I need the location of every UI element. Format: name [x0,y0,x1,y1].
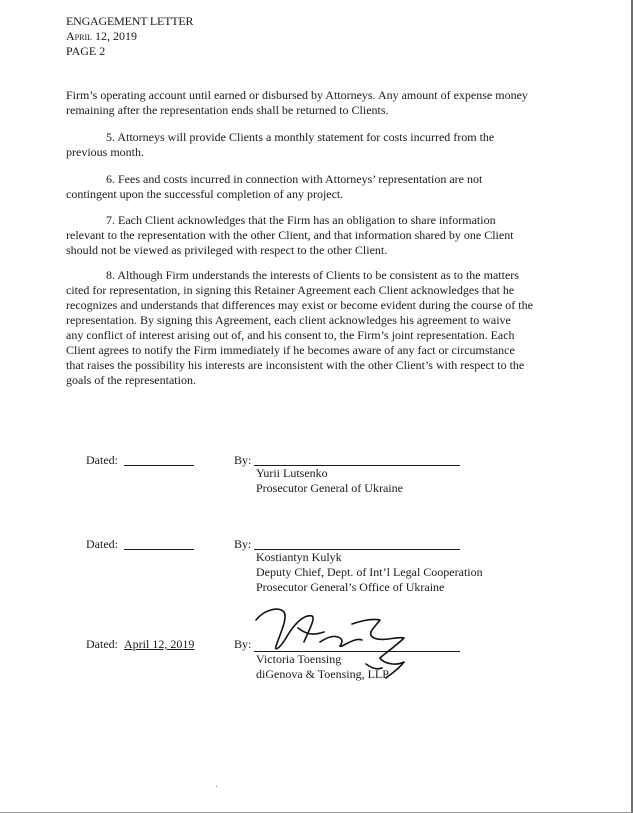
paragraph-line: that raises the possibility his interests are inconsistent with the other Client’s with respect to the [66,358,525,372]
paragraph-line: 5. Attorneys will provide Clients a monthly statement for costs incurred from the [106,130,495,144]
paragraph-line: previous month. [66,145,144,159]
by-label: By: [234,537,252,551]
handwritten-signature [254,598,424,688]
paragraph-line: Client agrees to notify the Firm immediately if he becomes aware of any fact or circumstance [66,343,515,357]
paragraph-8 [66,268,566,388]
paragraph-line: 8. Although Firm understands the interests of Clients to be consistent as to the matters [106,268,519,282]
paragraph-7 [66,213,566,258]
paragraph-5 [66,130,566,160]
dated-label: Dated: [86,637,118,651]
signatory-details [256,466,403,496]
paragraph-6 [66,172,566,202]
dated-label: Dated: [86,537,118,551]
signatory-details [256,550,483,595]
signatory-name: Kostiantyn Kulyk [256,550,342,564]
header-page-number: PAGE 2 [66,44,106,58]
paragraph-line: recognizes and understands that differences may exist or become evident during the course of the [66,298,533,312]
paragraph-continuation [66,88,566,118]
signatory-office: Prosecutor General’s Office of Ukraine [256,580,445,594]
by-label: By: [234,453,252,467]
scan-speck [216,786,217,787]
paragraph-line: any conflict of interest arising out of, and his consent to, the Firm’s joint representation. Each [66,328,515,342]
paragraph-line: contingent upon the successful completion of any project. [66,187,344,201]
signatory-name: Victoria Toensing [256,652,342,666]
paragraph-line: should not be viewed as privileged with respect to the other Client. [66,243,388,257]
paragraph-line: Firm’s operating account until earned or disbursed by Attorneys. Any amount of expense money [66,88,528,102]
paragraph-line: 7. Each Client acknowledges that the Firm has an obligation to share information [106,213,496,227]
paragraph-line: goals of the representation. [66,373,196,387]
signatory-firm: diGenova & Toensing, LLP [256,667,389,681]
signatory-title: Prosecutor General of Ukraine [256,481,403,495]
paragraph-line: remaining after the representation ends shall be returned to Clients. [66,103,389,117]
date-blank-line [124,465,194,466]
header-title: ENGAGEMENT LETTER [66,14,194,28]
signed-date: April 12, 2019 [124,637,195,651]
paragraph-line: representation. By signing this Agreement, each client acknowledges his agreement to waive [66,313,511,327]
paragraph-line: 6. Fees and costs incurred in connection with Attorneys’ representation are not [106,172,483,186]
paragraph-line: relevant to the representation with the other Client, and that information shared by one Client [66,228,514,242]
dated-label: Dated: [86,453,118,467]
signatory-name: Yurii Lutsenko [256,466,328,480]
paragraph-line: cited for representation, in signing this Retainer Agreement each Client acknowledges that he [66,283,515,297]
date-blank-line [124,549,194,550]
signatory-title: Deputy Chief, Dept. of Int’l Legal Cooperation [256,565,483,579]
by-label: By: [234,637,252,651]
header-date: April 12, 2019 [66,29,138,43]
page-header [66,14,193,59]
